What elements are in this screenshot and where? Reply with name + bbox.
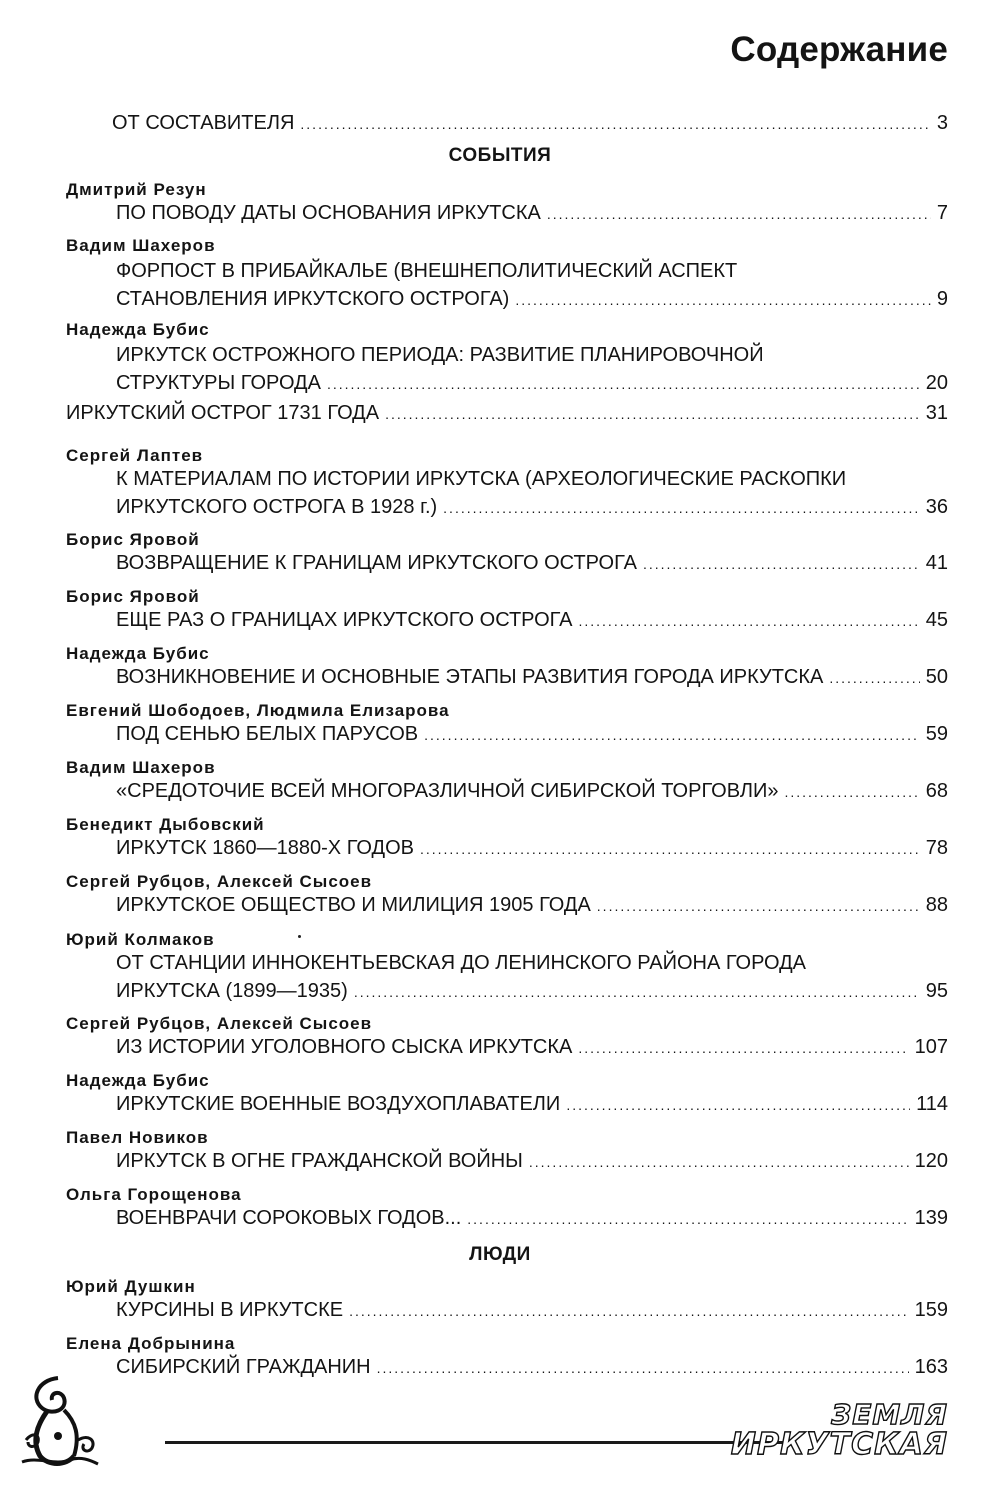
entry-page: 139 xyxy=(914,1207,948,1229)
entry-author: Евгений Шободоев, Людмила Елизарова xyxy=(66,701,450,720)
dot-leader xyxy=(529,1155,909,1169)
entry-page: 120 xyxy=(914,1150,948,1172)
dot-leader xyxy=(829,671,919,685)
toc-entry[interactable] xyxy=(116,721,948,747)
toc-entry[interactable] xyxy=(116,1354,948,1380)
dot-leader xyxy=(354,985,920,999)
footer-rule xyxy=(165,1441,785,1444)
dot-leader xyxy=(643,557,920,571)
entry-title-line: К МАТЕРИАЛАМ ПО ИСТОРИИ ИРКУТСКА (АРХЕОЛОГИЧЕСКИЕ РАСКОПКИ xyxy=(116,468,847,490)
entry-page: 159 xyxy=(914,1299,948,1321)
entry-page: 9 xyxy=(936,288,948,310)
dot-leader xyxy=(566,1098,910,1112)
entry-author: Вадим Шахеров xyxy=(66,236,216,255)
page-title: Содержание xyxy=(730,30,948,69)
entry-author: Надежда Бубис xyxy=(66,644,210,663)
dot-leader xyxy=(784,785,919,799)
toc-entry[interactable] xyxy=(116,1205,948,1231)
entry-author: Елена Добрынина xyxy=(66,1334,236,1353)
toc-entry[interactable] xyxy=(116,1148,948,1174)
entry-title: ПОД СЕНЬЮ БЕЛЫХ ПАРУСОВ xyxy=(116,723,419,745)
toc-entry[interactable] xyxy=(116,978,948,1004)
entry-author: Сергей Лаптев xyxy=(66,446,204,465)
entry-title: ИРКУТСКОЕ ОБЩЕСТВО И МИЛИЦИЯ 1905 ГОДА xyxy=(116,894,591,916)
toc-entry[interactable] xyxy=(116,607,948,633)
entry-page: 95 xyxy=(925,980,948,1002)
entry-author: Борис Яровой xyxy=(66,530,200,549)
entry-page: 88 xyxy=(925,894,948,916)
entry-page: 36 xyxy=(925,496,948,518)
toc-entry[interactable] xyxy=(116,892,948,918)
toc-entry[interactable] xyxy=(66,400,948,426)
dot-leader xyxy=(547,207,931,221)
entry-title: ИРКУТСКИЕ ВОЕННЫЕ ВОЗДУХОПЛАВАТЕЛИ xyxy=(116,1093,561,1115)
entry-title: ВОЕНВРАЧИ СОРОКОВЫХ ГОДОВ... xyxy=(116,1207,462,1229)
entry-author: Бенедикт Дыбовский xyxy=(66,815,265,834)
dot-leader xyxy=(300,117,930,131)
toc-entry[interactable] xyxy=(116,1297,948,1323)
entry-page: 78 xyxy=(925,837,948,859)
toc-entry[interactable] xyxy=(116,200,948,226)
entry-title: «СРЕДОТОЧИЕ ВСЕЙ МНОГОРАЗЛИЧНОЙ СИБИРСКОЙ ТОРГОВЛИ» xyxy=(116,780,779,802)
toc-entry[interactable] xyxy=(116,286,948,312)
ornamental-letter-icon xyxy=(18,1370,100,1470)
entry-title: ИРКУТСКИЙ ОСТРОГ 1731 ГОДА xyxy=(66,402,380,424)
entry-page: 68 xyxy=(925,780,948,802)
toc-entry[interactable] xyxy=(116,664,948,690)
entry-title: КУРСИНЫ В ИРКУТСКЕ xyxy=(116,1299,344,1321)
toc-entry[interactable] xyxy=(116,494,948,520)
logo-line-2: ИРКУТСКАЯ xyxy=(730,1427,948,1462)
entry-title: ИРКУТСКА (1899—1935) xyxy=(116,980,348,1002)
dot-leader xyxy=(578,614,919,628)
print-speck xyxy=(298,935,301,938)
entry-title: ВОЗВРАЩЕНИЕ К ГРАНИЦАМ ИРКУТСКОГО ОСТРОГА xyxy=(116,552,637,574)
entry-author: Ольга Горощенова xyxy=(66,1185,242,1204)
section-heading-people: ЛЮДИ xyxy=(469,1244,531,1265)
entry-title: СТАНОВЛЕНИЯ ИРКУТСКОГО ОСТРОГА) xyxy=(116,288,510,310)
entry-title: ОТ СОСТАВИТЕЛЯ xyxy=(112,112,295,134)
entry-page: 20 xyxy=(925,372,948,394)
entry-title-line: ОТ СТАНЦИИ ИННОКЕНТЬЕВСКАЯ ДО ЛЕНИНСКОГО РАЙОНА ГОРОДА xyxy=(116,952,806,974)
entry-title: СТРУКТУРЫ ГОРОДА xyxy=(116,372,321,394)
entry-page: 114 xyxy=(916,1093,948,1115)
entry-title-line: ИРКУТСК ОСТРОЖНОГО ПЕРИОДА: РАЗВИТИЕ ПЛАНИРОВОЧНОЙ xyxy=(116,344,764,366)
entry-author: Вадим Шахеров xyxy=(66,758,216,777)
entry-author: Юрий Душкин xyxy=(66,1277,196,1296)
dot-leader xyxy=(515,293,931,307)
dot-leader xyxy=(349,1304,909,1318)
dot-leader xyxy=(578,1041,908,1055)
entry-page: 59 xyxy=(925,723,948,745)
entry-page: 7 xyxy=(936,202,948,224)
dot-leader xyxy=(597,899,920,913)
magazine-logo xyxy=(731,1400,948,1460)
entry-title: ИЗ ИСТОРИИ УГОЛОВНОГО СЫСКА ИРКУТСКА xyxy=(116,1036,573,1058)
entry-title-line: ФОРПОСТ В ПРИБАЙКАЛЬЕ (ВНЕШНЕПОЛИТИЧЕСКИЙ АСПЕКТ xyxy=(116,260,738,282)
entry-page: 3 xyxy=(936,112,948,134)
dot-leader xyxy=(420,842,920,856)
entry-title: ВОЗНИКНОВЕНИЕ И ОСНОВНЫЕ ЭТАПЫ РАЗВИТИЯ ГОРОДА ИРКУТСКА xyxy=(116,666,824,688)
dot-leader xyxy=(467,1212,908,1226)
toc-entry[interactable] xyxy=(116,835,948,861)
toc-entry[interactable] xyxy=(116,1091,948,1117)
logo-line-1: ЗЕМЛЯ xyxy=(831,1398,948,1431)
toc-entry[interactable] xyxy=(116,1034,948,1060)
entry-page: 107 xyxy=(914,1036,948,1058)
entry-page: 45 xyxy=(925,609,948,631)
entry-author: Павел Новиков xyxy=(66,1128,209,1147)
entry-author: Надежда Бубис xyxy=(66,320,210,339)
entry-page: 163 xyxy=(914,1356,948,1378)
toc-entry[interactable] xyxy=(116,370,948,396)
toc-entry[interactable] xyxy=(116,778,948,804)
dot-leader xyxy=(443,501,920,515)
entry-title: ИРКУТСКОГО ОСТРОГА В 1928 г.) xyxy=(116,496,438,518)
entry-author: Борис Яровой xyxy=(66,587,200,606)
toc-entry-intro[interactable] xyxy=(112,110,948,136)
entry-page: 50 xyxy=(925,666,948,688)
dot-leader xyxy=(424,728,920,742)
entry-title: ПО ПОВОДУ ДАТЫ ОСНОВАНИЯ ИРКУТСКА xyxy=(116,202,541,224)
entry-page: 31 xyxy=(925,402,948,424)
entry-author: Юрий Колмаков xyxy=(66,930,215,949)
entry-title: СИБИРСКИЙ ГРАЖДАНИН xyxy=(116,1356,371,1378)
entry-author: Дмитрий Резун xyxy=(66,180,207,199)
entry-page: 41 xyxy=(925,552,948,574)
entry-title: ИРКУТСК В ОГНЕ ГРАЖДАНСКОЙ ВОЙНЫ xyxy=(116,1150,523,1172)
entry-title: ИРКУТСК 1860—1880-Х ГОДОВ xyxy=(116,837,414,859)
entry-title: ЕЩЕ РАЗ О ГРАНИЦАХ ИРКУТСКОГО ОСТРОГА xyxy=(116,609,573,631)
entry-author: Надежда Бубис xyxy=(66,1071,210,1090)
dot-leader xyxy=(377,1361,909,1375)
section-heading-events: СОБЫТИЯ xyxy=(448,145,552,166)
entry-author: Сергей Рубцов, Алексей Сысоев xyxy=(66,1014,373,1033)
toc-entry[interactable] xyxy=(116,550,948,576)
dot-leader xyxy=(327,377,920,391)
dot-leader xyxy=(385,407,920,421)
entry-author: Сергей Рубцов, Алексей Сысоев xyxy=(66,872,373,891)
